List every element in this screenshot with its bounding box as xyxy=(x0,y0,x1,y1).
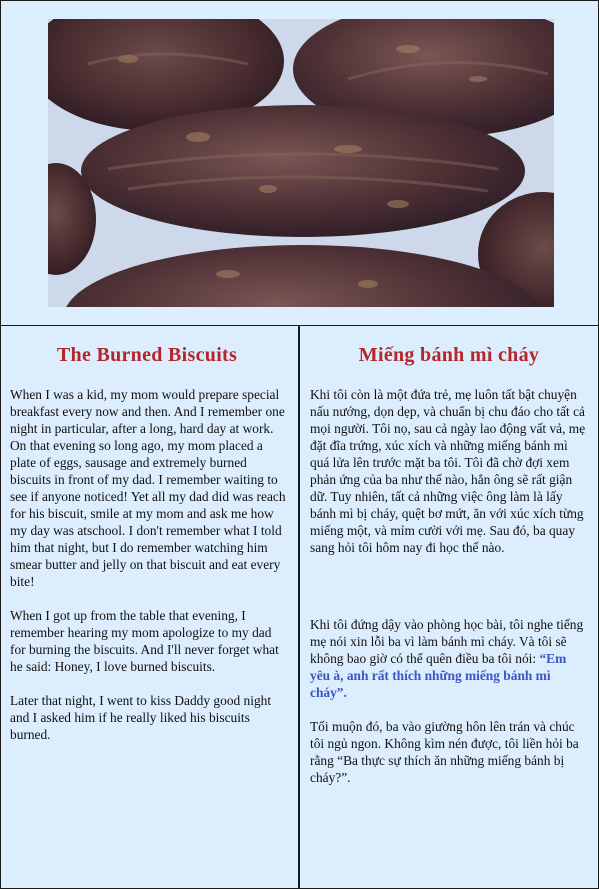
vietnamese-paragraph-2-text: Khi tôi đứng dậy vào phòng học bài, tôi nghe tiếng mẹ nói xin lỗi ba vì làm bánh mì cháy. Và tôi sẽ không bao giờ có thể quên điều ba tôi nói: xyxy=(310,617,584,666)
photo-panel xyxy=(1,1,598,326)
vietnamese-quote: “Em yêu à, anh rất thích những miếng bánh mì cháy”. xyxy=(310,651,567,700)
english-paragraph-3: Later that night, I went to kiss Daddy good night and I asked him if he really liked his biscuits burned. xyxy=(10,693,272,742)
text-columns xyxy=(1,326,598,888)
english-title: The Burned Biscuits xyxy=(56,344,238,366)
vietnamese-paragraph-1: Khi tôi còn là một đứa trẻ, mẹ luôn tất bật chuyện nấu nướng, dọn dẹp, và chuẩn bị chu đáo cho tất cả mọi người. Tôi nọ, sau cả ngày lao động vất vả, mẹ đặt đĩa trứng, xúc xích và những miếng bánh mì quá lửa lên trước mặt ba tôi. Tôi đã chờ đợi xem phản ứng của ba như thế nào, hẳn ông sẽ rất giận dữ. Tuy nhiên, tất cả những việc ông làm là lấy bánh mì bị cháy, quệt bơ mứt, ăn với xúc xích từng miếng một, và mỉm cười với mẹ. Sau đó, ba quay sang hỏi tôi hôm nay đi học thế nào. xyxy=(310,387,586,555)
biscuit-center xyxy=(81,105,525,237)
english-paragraph-2: When I got up from the table that evening, I remember hearing my mom apologize to my dad for burning the biscuits. And I'll never forget what he said: Honey, I love burned biscuits. xyxy=(10,608,279,674)
vietnamese-column xyxy=(300,326,598,888)
vietnamese-paragraph-3: Tối muộn đó, ba vào giường hôn lên trán và chúc tôi ngủ ngon. Không kìm nén được, tôi liền hỏi ba rằng “Ba thực sự thích ăn những miếng bánh bị cháy?”. xyxy=(310,719,579,785)
english-paragraph-1: When I was a kid, my mom would prepare special breakfast every now and then. And I remember one night in particular, after a long, hard day at work. On that evening so long ago, my mom placed a plate of eggs, sausage and extremely burned biscuits in front of my dad. I remember waiting to see if anyone noticed! Yet all my dad did was reach for his biscuit, smile at my mom and ask me how my day was atschool. I don't remember what I told him that night, but I do remember watching him smear butter and jelly on that biscuit and eat every bite! xyxy=(10,387,286,589)
burned-biscuits-photo xyxy=(48,19,554,307)
vietnamese-title: Miếng bánh mì cháy xyxy=(358,344,540,366)
biscuits-illustration xyxy=(48,19,554,307)
english-column xyxy=(1,326,300,888)
vietnamese-paragraph-2 xyxy=(310,616,588,701)
